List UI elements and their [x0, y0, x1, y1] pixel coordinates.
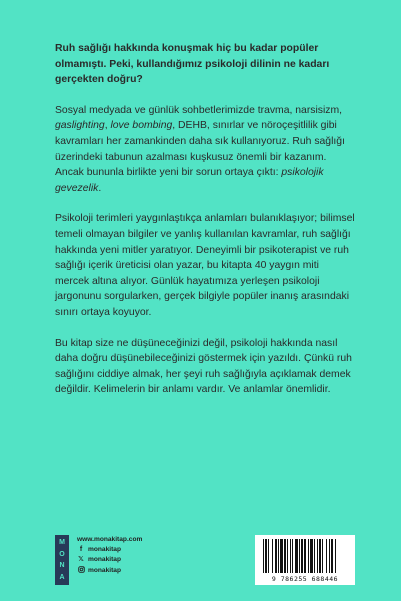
p1-text-b: , DEHB, sınırlar ve nöroçeşitlilik gibi kavramları her zamankinden daha sık kullanıyoruz. Ruh sağlığı üzerindeki tabunun azalması kuşkusuz önemli bir kazanım. Ancak bununla birlikte yeni bir sorun ortaya çıktı: — [55, 120, 345, 179]
isbn-number: 9 786255 688446 — [271, 575, 339, 583]
x-icon: 𝕏 — [78, 556, 84, 564]
barcode — [255, 535, 355, 585]
logo-letter: O — [59, 550, 65, 558]
instagram-row — [77, 566, 142, 577]
facebook-row — [77, 545, 142, 555]
logo-letter: A — [59, 573, 65, 581]
headline: Ruh sağlığı hakkında konuşmak hiç bu kadar popüler olmamıştı. Peki, kullandığımız psikoloji dilinin ne kadarı gerçekten doğru? — [55, 43, 330, 86]
p1-end: . — [98, 182, 102, 194]
paragraph-2: Psikoloji terimleri yaygınlaştıkça anlamları bulanıklaşıyor; bilimsel temeli olmayan bilgiler ve yanlış kullanılan kavramlar, ruh sağlığı hakkında yeni mitler yaratıyor. Deneyimli bir psikoterapist ve ruh sağlığı içerik üreticisi olan yazar, bu kitapta 40 yaygın miti mercek altına alıyor. Günlük hayatımıza yerleşen psikoloji jargonunu sorgularken, gerçek bilgiyle popüler inanış arasındaki sınırı ortaya koyuyor. — [55, 213, 355, 318]
p1-italic-2: love bombing — [110, 120, 173, 132]
p1-comma: , — [104, 120, 111, 132]
facebook-icon: f — [79, 546, 83, 554]
facebook-handle[interactable]: monakitap — [88, 546, 121, 554]
p1-italic-1: gaslighting — [55, 120, 105, 132]
logo-letter: N — [59, 562, 65, 570]
p1-italic-3: psikolojik gevezelik — [55, 167, 324, 194]
paragraph-1 — [55, 103, 355, 197]
x-handle[interactable]: monakitap — [88, 556, 121, 564]
barcode-bars — [263, 539, 347, 573]
instagram-icon — [77, 566, 85, 577]
paragraph-3: Bu kitap size ne düşüneceğinizi değil, psikoloji hakkında nasıl daha doğru düşünebileceğinizi göstermek için yazıldı. Çünkü ruh sağlığını ciddiye almak, her şeyi ruh sağlığıyla açıklamak demek değildir. Kelimelerin bir anlamı vardır. Ve anlamlar önemlidir. — [55, 337, 352, 396]
website-text[interactable]: www.monakitap.com — [77, 536, 143, 543]
blurb — [55, 41, 355, 413]
p1-text-a: Sosyal medyada ve günlük sohbetlerimizde travma, narsisizm, — [55, 104, 343, 116]
publisher-contacts — [77, 535, 142, 577]
website-row — [77, 535, 142, 545]
logo-letter: M — [59, 539, 65, 547]
publisher-logo — [55, 535, 69, 585]
instagram-handle[interactable]: monakitap — [88, 567, 121, 575]
x-row — [77, 555, 142, 565]
footer — [55, 535, 355, 585]
